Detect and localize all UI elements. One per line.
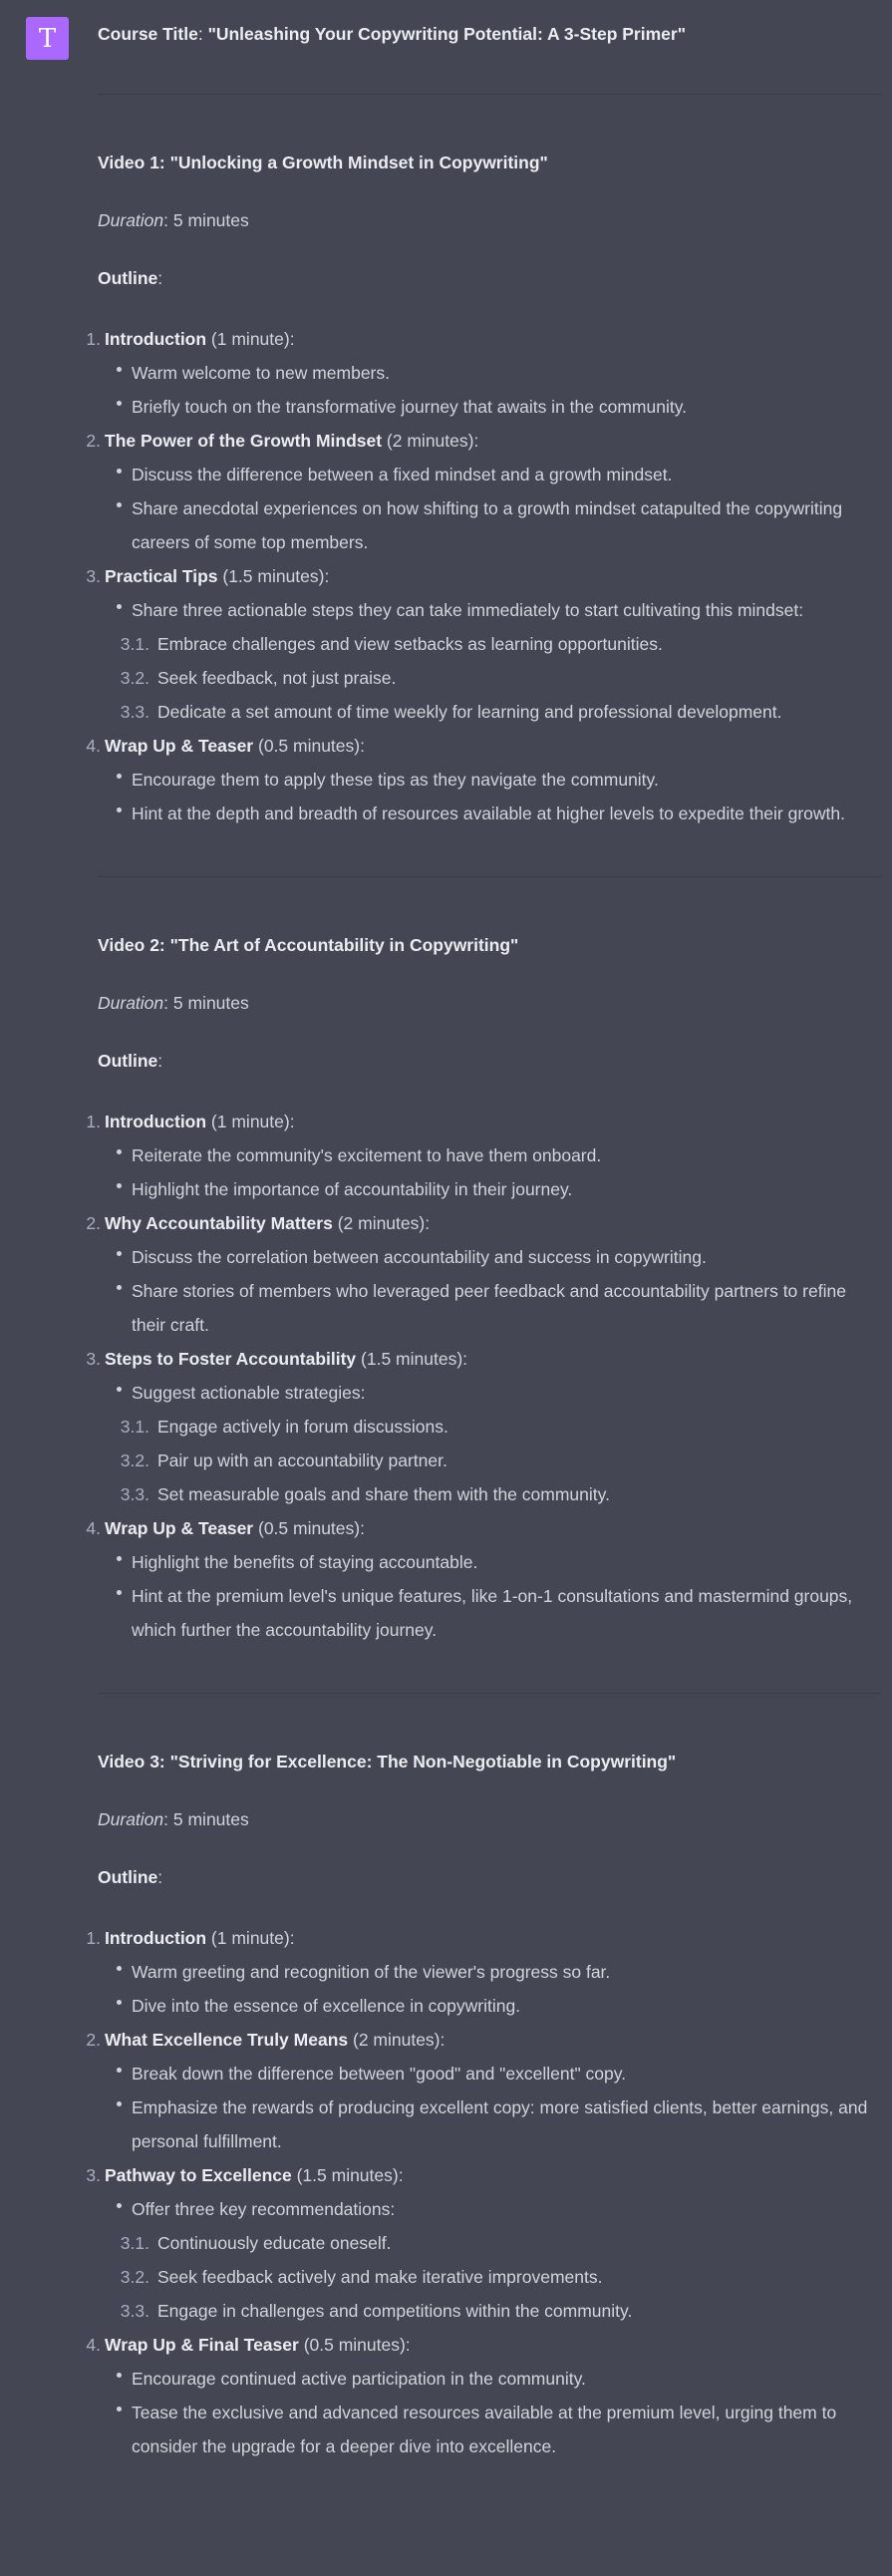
video-duration — [98, 206, 882, 234]
outline-item-number: 1. — [86, 1928, 101, 1948]
duration-value: : 5 minutes — [163, 210, 249, 230]
outline-item-title: Why Accountability Matters — [105, 1213, 333, 1233]
outline-label-text: Outline — [98, 268, 158, 288]
outline-item-title: Steps to Foster Accountability — [105, 1349, 357, 1369]
duration-value: : 5 minutes — [163, 1809, 249, 1829]
outline-item-title: Pathway to Excellence — [105, 2165, 292, 2185]
outline-list — [86, 322, 882, 830]
bullet-item: Emphasize the rewards of producing excellent copy: more satisfied clients, better earnings, and personal fulfillment. — [132, 2091, 882, 2158]
video-heading: Video 3: "Striving for Excellence: The Non-Negotiable in Copywriting" — [98, 1752, 677, 1771]
sub-step-number: 3.2. — [120, 2267, 149, 2287]
duration-label: Duration — [98, 210, 164, 230]
outline-item-header — [86, 1206, 882, 1240]
sub-step-item — [120, 2260, 882, 2294]
outline-item-number: 4. — [86, 1518, 101, 1538]
video-section — [86, 95, 882, 830]
sub-step-item — [120, 2294, 882, 2328]
bullet-item: Discuss the correlation between accountability and success in copywriting. — [132, 1240, 882, 1274]
duration-value: : 5 minutes — [163, 993, 249, 1013]
outline-item-header — [86, 2158, 882, 2192]
outline-item-header — [86, 1105, 882, 1138]
outline-item-time: (0.5 minutes): — [253, 1518, 365, 1538]
outline-item-time: (2 minutes): — [382, 431, 479, 451]
bullet-item: Break down the difference between "good" and "excellent" copy. — [132, 2057, 882, 2091]
outline-label-text: Outline — [98, 1051, 158, 1071]
outline-item-header — [86, 2023, 882, 2057]
course-title-text: "Unleashing Your Copywriting Potential: A 3-Step Primer" — [207, 24, 686, 44]
video-list — [86, 94, 882, 2463]
video-section — [86, 1694, 882, 2463]
outline-item-header — [86, 729, 882, 763]
outline-item-title: Practical Tips — [105, 566, 218, 586]
outline-label — [98, 264, 882, 292]
sub-step-number: 3.3. — [120, 2301, 149, 2321]
outline-item — [86, 1206, 882, 1342]
outline-item-title: Introduction — [105, 329, 207, 349]
outline-label — [98, 1047, 882, 1075]
bullet-item: Share anecdotal experiences on how shifting to a growth mindset catapulted the copywriting careers of some top members. — [132, 491, 882, 559]
outline-item-header — [86, 2328, 882, 2362]
sub-step-number: 3.3. — [120, 702, 149, 722]
sub-step-text: Engage actively in forum discussions. — [157, 1417, 448, 1437]
sub-step-number: 3.3. — [120, 1484, 149, 1504]
bullet-item: Offer three key recommendations: — [132, 2192, 882, 2226]
bullet-list — [105, 1545, 882, 1647]
sub-step-text: Pair up with an accountability partner. — [157, 1450, 447, 1470]
bullet-list — [105, 1138, 882, 1206]
bullet-item: Highlight the benefits of staying accountable. — [132, 1545, 882, 1579]
sub-step-text: Dedicate a set amount of time weekly for learning and professional development. — [157, 702, 782, 722]
outline-item-time: (0.5 minutes): — [253, 736, 365, 756]
sub-step-item — [120, 627, 882, 661]
video-heading: Video 2: "The Art of Accountability in Copywriting" — [98, 935, 519, 955]
outline-item — [86, 1342, 882, 1511]
bullet-item: Share three actionable steps they can take immediately to start cultivating this mindset: — [132, 593, 882, 627]
outline-item-header — [86, 1511, 882, 1545]
outline-item-time: (1.5 minutes): — [356, 1349, 468, 1369]
outline-list — [86, 1105, 882, 1647]
sub-step-number: 3.1. — [120, 1417, 149, 1437]
bullet-list — [105, 1376, 882, 1410]
sub-step-number: 3.1. — [120, 634, 149, 654]
message-content — [86, 20, 882, 2463]
outline-item-title: Wrap Up & Final Teaser — [105, 2335, 299, 2355]
bullet-item: Suggest actionable strategies: — [132, 1376, 882, 1410]
outline-item-number: 4. — [86, 2335, 101, 2355]
course-title — [98, 20, 882, 48]
outline-item-number: 2. — [86, 431, 101, 451]
outline-item-number: 2. — [86, 1213, 101, 1233]
bullet-item: Hint at the premium level's unique features, like 1-on-1 consultations and mastermind groups, which further the accountability journey. — [132, 1579, 882, 1647]
outline-item-header — [86, 424, 882, 458]
outline-item-header — [86, 559, 882, 593]
sub-step-list — [105, 2226, 882, 2328]
sub-step-number: 3.2. — [120, 1450, 149, 1470]
user-avatar — [26, 17, 69, 60]
outline-item-time: (1.5 minutes): — [291, 2165, 404, 2185]
video-heading: Video 1: "Unlocking a Growth Mindset in Copywriting" — [98, 153, 548, 172]
outline-item-time: (2 minutes): — [332, 1213, 431, 1233]
outline-item — [86, 322, 882, 424]
video-duration — [98, 1805, 882, 1833]
sub-step-text: Seek feedback, not just praise. — [157, 668, 397, 688]
outline-item — [86, 1511, 882, 1647]
bullet-item: Encourage them to apply these tips as they navigate the community. — [132, 763, 882, 797]
outline-item-title: Wrap Up & Teaser — [105, 736, 254, 756]
bullet-item: Briefly touch on the transformative journey that awaits in the community. — [132, 390, 882, 424]
sub-step-text: Continuously educate oneself. — [157, 2233, 392, 2253]
bullet-item: Warm greeting and recognition of the viewer's progress so far. — [132, 1955, 882, 1989]
outline-item-header — [86, 1342, 882, 1376]
sub-step-number: 3.1. — [120, 2233, 149, 2253]
bullet-list — [105, 1240, 882, 1342]
bullet-item: Encourage continued active participation in the community. — [132, 2362, 882, 2396]
outline-item-number: 3. — [86, 566, 101, 586]
sub-step-item — [120, 661, 882, 695]
duration-label: Duration — [98, 993, 164, 1013]
outline-item-title: Introduction — [105, 1112, 207, 1131]
bullet-item: Discuss the difference between a fixed mindset and a growth mindset. — [132, 458, 882, 491]
bullet-list — [105, 2362, 882, 2463]
sub-step-item — [120, 1477, 882, 1511]
outline-item-time: (1 minute): — [206, 1928, 295, 1948]
sub-step-number: 3.2. — [120, 668, 149, 688]
outline-label-colon: : — [157, 1051, 163, 1071]
outline-item-time: (1 minute): — [206, 1112, 295, 1131]
bullet-item: Tease the exclusive and advanced resources available at the premium level, urging them to consider the upgrade for a deeper dive into excellence. — [132, 2396, 882, 2463]
outline-item — [86, 2023, 882, 2158]
bullet-item: Reiterate the community's excitement to have them onboard. — [132, 1138, 882, 1172]
bullet-list — [105, 2192, 882, 2226]
sub-step-item — [120, 1410, 882, 1444]
outline-label-text: Outline — [98, 1867, 158, 1887]
sub-step-text: Engage in challenges and competitions within the community. — [157, 2301, 633, 2321]
outline-item-title: The Power of the Growth Mindset — [105, 431, 383, 451]
bullet-item: Hint at the depth and breadth of resources available at higher levels to expedite their growth. — [132, 797, 882, 830]
video-duration — [98, 989, 882, 1017]
sub-step-list — [105, 1410, 882, 1511]
course-title-label: Course Title — [98, 24, 198, 44]
bullet-item: Warm welcome to new members. — [132, 356, 882, 390]
outline-item — [86, 729, 882, 830]
outline-item-time: (0.5 minutes): — [298, 2335, 411, 2355]
outline-item-header — [86, 322, 882, 356]
duration-label: Duration — [98, 1809, 164, 1829]
outline-list — [86, 1921, 882, 2463]
outline-item-time: (2 minutes): — [348, 2030, 446, 2050]
sub-step-list — [105, 627, 882, 729]
course-title-separator: : — [197, 24, 208, 44]
outline-label — [98, 1863, 882, 1891]
bullet-item: Share stories of members who leveraged peer feedback and accountability partners to refine their craft. — [132, 1274, 882, 1342]
bullet-list — [105, 1955, 882, 2023]
bullet-list — [105, 2057, 882, 2158]
sub-step-item — [120, 695, 882, 729]
outline-item-title: What Excellence Truly Means — [105, 2030, 349, 2050]
outline-item-title: Introduction — [105, 1928, 207, 1948]
bullet-item: Highlight the importance of accountability in their journey. — [132, 1172, 882, 1206]
video-section — [86, 877, 882, 1647]
outline-item — [86, 2328, 882, 2463]
sub-step-item — [120, 1444, 882, 1477]
outline-item — [86, 1105, 882, 1206]
outline-label-colon: : — [157, 268, 163, 288]
outline-item-number: 4. — [86, 736, 101, 756]
outline-item-title: Wrap Up & Teaser — [105, 1518, 254, 1538]
outline-item-time: (1.5 minutes): — [217, 566, 330, 586]
outline-item-number: 3. — [86, 2165, 101, 2185]
sub-step-item — [120, 2226, 882, 2260]
outline-item — [86, 2158, 882, 2328]
bullet-list — [105, 458, 882, 559]
bullet-list — [105, 593, 882, 627]
sub-step-text: Set measurable goals and share them with the community. — [157, 1484, 610, 1504]
outline-label-colon: : — [157, 1867, 163, 1887]
bullet-item: Dive into the essence of excellence in copywriting. — [132, 1989, 882, 2023]
user-avatar-icon: T — [38, 23, 57, 54]
bullet-list — [105, 763, 882, 830]
sub-step-text: Seek feedback actively and make iterative improvements. — [157, 2267, 603, 2287]
outline-item-number: 2. — [86, 2030, 101, 2050]
outline-item — [86, 559, 882, 729]
bullet-list — [105, 356, 882, 424]
outline-item — [86, 424, 882, 559]
outline-item-header — [86, 1921, 882, 1955]
outline-item-number: 1. — [86, 1112, 101, 1131]
sub-step-text: Embrace challenges and view setbacks as learning opportunities. — [157, 634, 663, 654]
outline-item-time: (1 minute): — [206, 329, 295, 349]
outline-item — [86, 1921, 882, 2023]
outline-item-number: 1. — [86, 329, 101, 349]
outline-item-number: 3. — [86, 1349, 101, 1369]
